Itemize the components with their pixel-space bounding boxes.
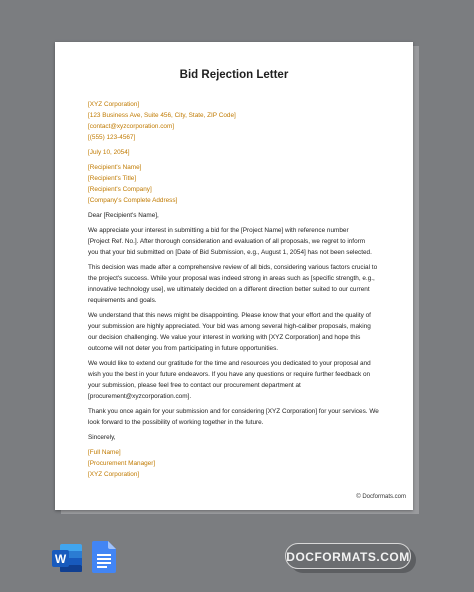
google-docs-icon[interactable] <box>92 541 116 573</box>
sender-line: [XYZ Corporation] <box>88 101 140 108</box>
paragraph-3: We understand that this news might be disappointing. Please know that your effort and the quality of your submission are highly appreciated. Your bid was among several high-caliber proposals, making our decision challenging. We value your interest in working with [XYZ Corporation] and hope this outcome will not deter you from participating in future opportunities. <box>88 312 371 352</box>
recipient-line: [Company's Complete Address] <box>88 197 178 204</box>
paragraph-1: We appreciate your interest in submitting a bid for the [Project Name] with reference number [Project Ref. No.]. After thorough consideration and evaluation of all proposals, we regret to inform you that your bid submitted on [Date of Bid Submission, e.g., August 1, 2054] has not been selected. <box>88 227 372 256</box>
sender-line: [(555) 123-4567] <box>88 134 136 141</box>
docformats-badge[interactable]: DOCFORMATS.COM <box>285 543 411 569</box>
paragraph-2: This decision was made after a comprehensive review of all bids, considering various factors crucial to the project's success. While your proposal was indeed strong in areas such as [specific strength, e.g., innovative technology use], we ultimately decided on a different direction better suited to our current requirements and goals. <box>88 264 378 304</box>
recipient-line: [Recipient's Title] <box>88 175 137 182</box>
document-title: Bid Rejection Letter <box>179 69 289 81</box>
paragraph-4: We would like to extend our gratitude for the time and resources you dedicated to your proposal and wish you the best in your future endeavors. If you have any questions or require further feedback on your submission, please feel free to contact our procurement department at [procurement@xyzcorporation.com]. <box>88 360 371 400</box>
recipient-block <box>88 162 388 206</box>
letter-body <box>88 99 388 480</box>
recipient-line: [Recipient's Name] <box>88 164 142 171</box>
closing: Sincerely, <box>88 434 116 441</box>
word-icon[interactable] <box>50 541 84 575</box>
signature-line: [Full Name] <box>88 449 121 456</box>
document-page <box>55 42 413 510</box>
letter-date: [July 10, 2054] <box>88 149 130 156</box>
signature-line: [XYZ Corporation] <box>88 471 140 478</box>
copyright-text: © Docformats.com <box>356 494 406 500</box>
sender-line: [123 Business Ave, Suite 456, City, State, ZIP Code] <box>88 112 236 119</box>
paragraph-5: Thank you once again for your submission and for considering [XYZ Corporation] for your services. We look forward to the possibility of working together in the future. <box>88 408 379 426</box>
salutation: Dear [Recipient's Name], <box>88 212 159 219</box>
signature-line: [Procurement Manager] <box>88 460 156 467</box>
sender-line: [contact@xyzcorporation.com] <box>88 123 175 130</box>
recipient-line: [Recipient's Company] <box>88 186 152 193</box>
sender-block <box>88 99 388 143</box>
svg-text:W: W <box>54 552 67 566</box>
signature-block <box>88 447 388 480</box>
